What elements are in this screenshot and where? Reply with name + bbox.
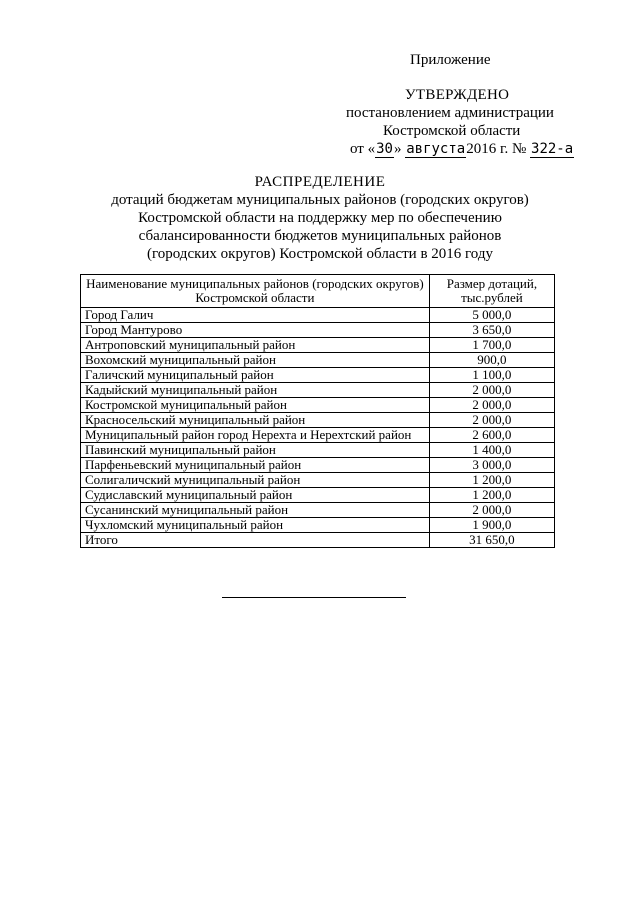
table-body bbox=[81, 308, 555, 548]
date-prefix: от « bbox=[350, 141, 376, 157]
table-row bbox=[81, 308, 555, 323]
amount-cell: 2 000,0 bbox=[429, 398, 554, 413]
district-name-cell: Костромской муниципальный район bbox=[81, 398, 430, 413]
table-row bbox=[81, 533, 555, 548]
amount-cell: 1 100,0 bbox=[429, 368, 554, 383]
district-name-cell: Город Мантурово bbox=[81, 323, 430, 338]
table-row bbox=[81, 338, 555, 353]
amount-cell: 2 000,0 bbox=[429, 503, 554, 518]
amount-cell: 1 700,0 bbox=[429, 338, 554, 353]
date-year: 2016 г. № bbox=[466, 141, 527, 157]
district-name-cell: Кадыйский муниципальный район bbox=[81, 383, 430, 398]
title-line: дотаций бюджетам муниципальных районов (городских округов) bbox=[111, 192, 529, 208]
district-name-cell: Антроповский муниципальный район bbox=[81, 338, 430, 353]
table-row bbox=[81, 488, 555, 503]
table-row bbox=[81, 398, 555, 413]
amount-cell: 3 650,0 bbox=[429, 323, 554, 338]
table-row bbox=[81, 428, 555, 443]
district-name-cell: Судиславский муниципальный район bbox=[81, 488, 430, 503]
amount-cell: 2 000,0 bbox=[429, 383, 554, 398]
table-row bbox=[81, 323, 555, 338]
amount-cell: 31 650,0 bbox=[429, 533, 554, 548]
amount-cell: 1 200,0 bbox=[429, 488, 554, 503]
district-name-cell: Итого bbox=[81, 533, 430, 548]
title-line: Костромской области на поддержку мер по обеспечению bbox=[138, 210, 502, 226]
district-name-cell: Павинский муниципальный район bbox=[81, 443, 430, 458]
approval-authority-line: постановлением администрации bbox=[346, 105, 554, 121]
date-day: 30 bbox=[376, 141, 393, 157]
district-name-cell: Город Галич bbox=[81, 308, 430, 323]
district-name-cell: Сусанинский муниципальный район bbox=[81, 503, 430, 518]
appendix-label: Приложение bbox=[410, 52, 491, 68]
table-row bbox=[81, 458, 555, 473]
signature-divider bbox=[222, 597, 406, 598]
table-row bbox=[81, 383, 555, 398]
amount-cell: 2 000,0 bbox=[429, 413, 554, 428]
table-row bbox=[81, 473, 555, 488]
subsidy-table bbox=[80, 274, 555, 548]
title-heading: РАСПРЕДЕЛЕНИЕ bbox=[254, 174, 386, 190]
amount-cell: 1 900,0 bbox=[429, 518, 554, 533]
amount-cell: 5 000,0 bbox=[429, 308, 554, 323]
col-name-header-line: Наименование муниципальных районов (городских округов) bbox=[86, 276, 424, 291]
table-row bbox=[81, 443, 555, 458]
amount-cell: 1 200,0 bbox=[429, 473, 554, 488]
approved-heading: УТВЕРЖДЕНО bbox=[405, 87, 510, 103]
table-row bbox=[81, 368, 555, 383]
amount-cell: 900,0 bbox=[429, 353, 554, 368]
title-line: (городских округов) Костромской области в 2016 году bbox=[146, 246, 494, 262]
table-row bbox=[81, 518, 555, 533]
district-name-cell: Муниципальный район город Нерехта и Нерехтский район bbox=[81, 428, 430, 443]
district-name-cell: Вохомский муниципальный район bbox=[81, 353, 430, 368]
district-name-cell: Парфеньевский муниципальный район bbox=[81, 458, 430, 473]
approval-date-line bbox=[350, 141, 574, 158]
table-row bbox=[81, 413, 555, 428]
table-row bbox=[81, 503, 555, 518]
district-name-cell: Галичский муниципальный район bbox=[81, 368, 430, 383]
district-name-cell: Красносельский муниципальный район bbox=[81, 413, 430, 428]
amount-cell: 3 000,0 bbox=[429, 458, 554, 473]
district-name-cell: Чухломский муниципальный район bbox=[81, 518, 430, 533]
col-amount-header-line: тыс.рублей bbox=[461, 290, 523, 305]
amount-cell: 1 400,0 bbox=[429, 443, 554, 458]
document-title bbox=[0, 173, 640, 263]
table-header-row bbox=[81, 275, 555, 308]
date-month: августа bbox=[406, 141, 466, 157]
decree-number: 322-а bbox=[531, 141, 574, 157]
col-name-header-line: Костромской области bbox=[195, 290, 315, 305]
table-row bbox=[81, 353, 555, 368]
col-amount-header-line: Размер дотаций, bbox=[446, 276, 538, 291]
amount-cell: 2 600,0 bbox=[429, 428, 554, 443]
col-amount-header bbox=[429, 275, 554, 308]
col-name-header bbox=[81, 275, 430, 308]
date-close: » bbox=[393, 141, 402, 157]
title-line: сбалансированности бюджетов муниципальных районов bbox=[138, 228, 502, 244]
district-name-cell: Солигаличский муниципальный район bbox=[81, 473, 430, 488]
approval-region-line: Костромской области bbox=[383, 123, 521, 139]
